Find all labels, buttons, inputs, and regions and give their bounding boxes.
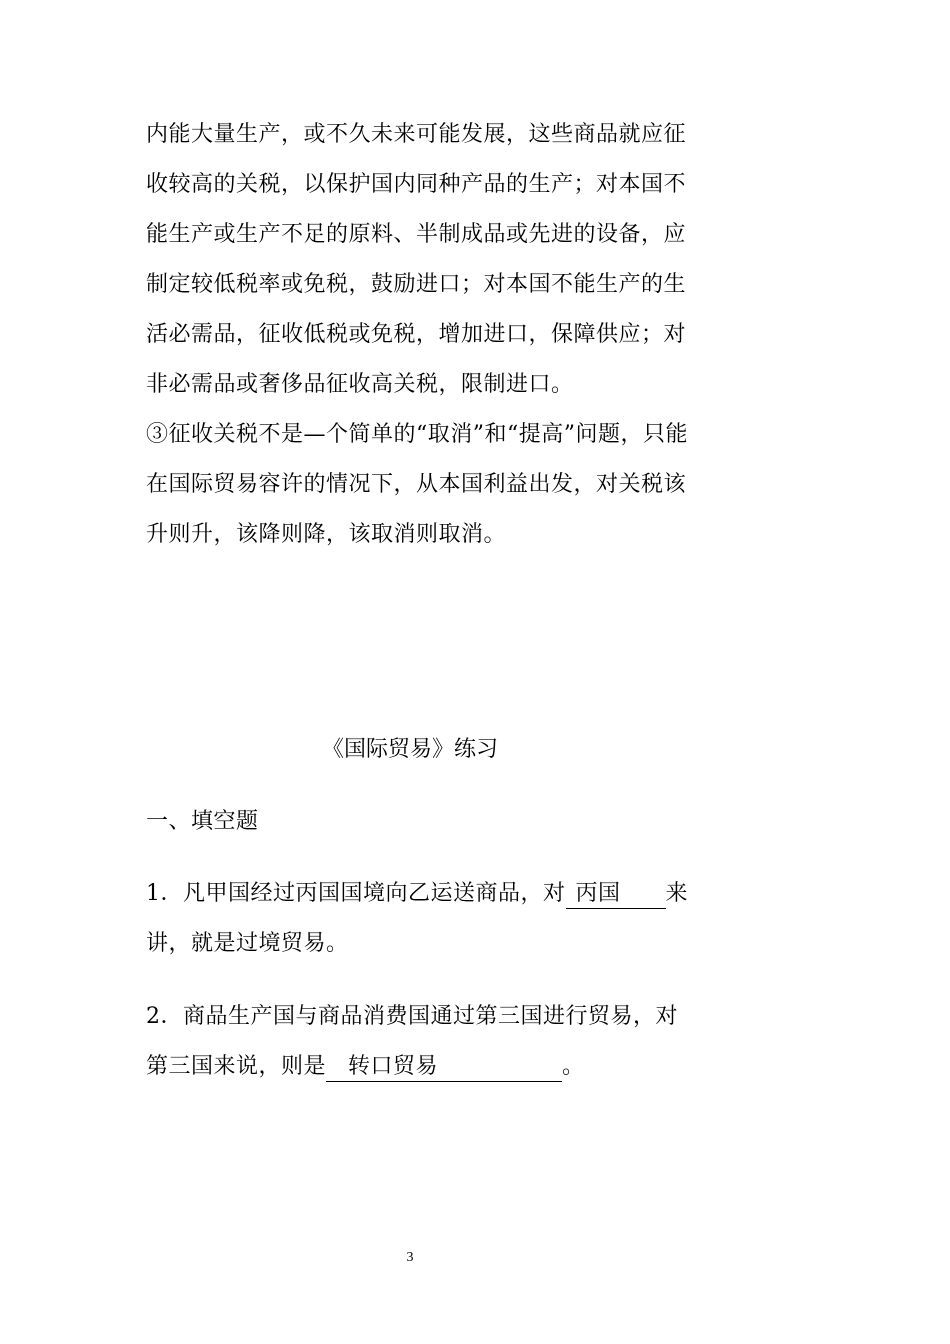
paragraph-line-1: 内能大量生产，或不久未来可能发展，这些商品就应征 [146,122,687,147]
question-2-line-1: 2．商品生产国与商品消费国通过第三国进行贸易，对 [146,1004,678,1029]
paragraph-line-2: 收较高的关税，以保护国内同种产品的生产；对本国不 [146,172,687,197]
question-1-text-after: 来 [665,881,689,906]
paragraph-line-4: 制定较低税率或免税，鼓励进口；对本国不能生产的生 [146,272,687,297]
page-number: 3 [406,1250,414,1265]
question-1-text: 1．凡甲国经过丙国国境向乙运送商品，对 [146,881,566,906]
paragraph-line-5: 活必需品，征收低税或免税，增加进口，保障供应；对 [146,322,687,347]
question-2-line-2 [146,1052,585,1082]
question-1-line-2: 讲，就是过境贸易。 [146,931,349,956]
question-1-line-1 [146,879,688,909]
paragraph-line-8: 在国际贸易容许的情况下，从本国利益出发，对关税该 [146,472,687,497]
exercise-title: 《国际贸易》练习 [321,737,498,762]
paragraph-line-3: 能生产或生产不足的原料、半制成品或先进的设备，应 [146,222,687,247]
question-2-text: 第三国来说，则是 [146,1054,327,1079]
paragraph-line-9: 升则升，该降则降，该取消则取消。 [146,522,507,547]
question-2-text-after: 。 [562,1054,585,1079]
paragraph-line-6: 非必需品或奢侈品征收高关税，限制进口。 [146,372,574,397]
paragraph-line-7: ③征收关税不是—个简单的“取消”和“提高”问题，只能 [146,422,688,447]
section-heading: 一、填空题 [146,809,259,834]
question-2-answer-blank: 转口贸易 [326,1053,562,1082]
question-1-answer-blank: 丙国 [566,880,666,909]
